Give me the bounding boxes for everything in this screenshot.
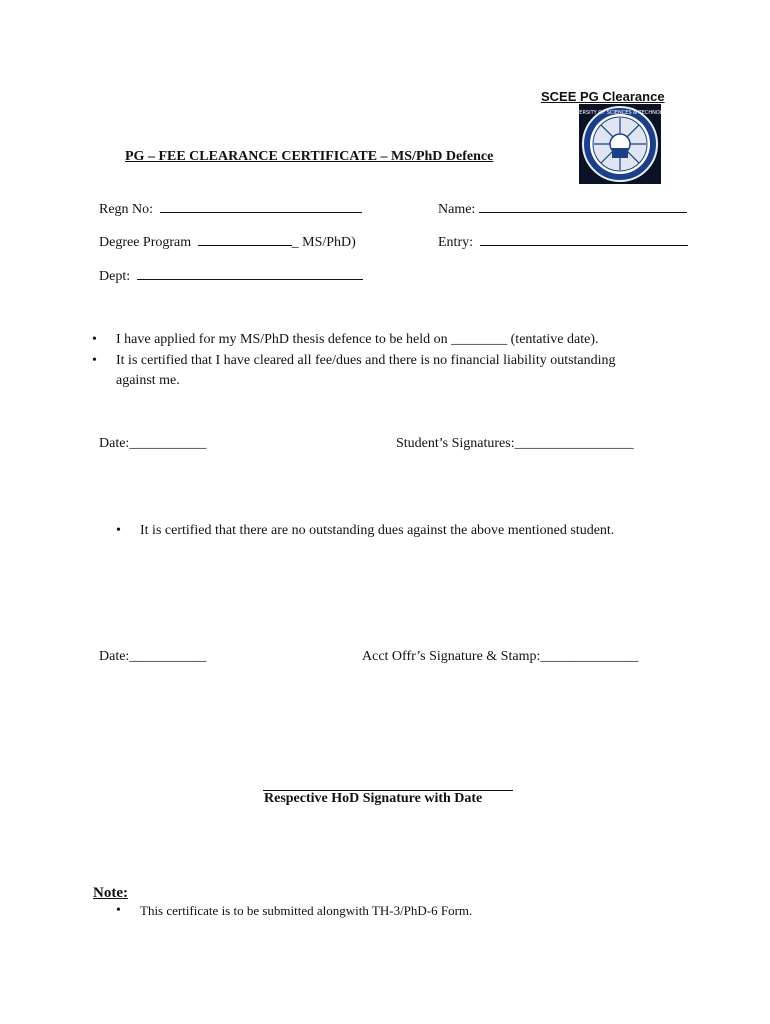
accounts-signature-field[interactable]: Acct Offr’s Signature & Stamp:______________ [362,649,639,664]
page-title: PG – FEE CLEARANCE CERTIFICATE – MS/PhD Defence [125,149,494,164]
bullet-icon: • [116,903,121,918]
seal-ring-text: UNIVERSITY OF SCIENCES & TECHNOLOGY [567,110,673,116]
note-item: This certificate is to be submitted alongwith TH-3/PhD-6 Form. [140,903,473,918]
hod-signature-label: Respective HoD Signature with Date [264,791,483,806]
bullet-icon: • [116,523,121,538]
regn-no-field[interactable] [99,200,362,218]
name-field[interactable] [438,200,687,218]
entry-field[interactable] [438,233,688,251]
regn-no-label: Regn No: [99,202,154,217]
university-seal-icon [567,104,673,184]
statement-item-continued: against me. [116,373,180,388]
entry-label: Entry: [438,235,473,250]
degree-program-label: Degree Program [99,235,192,250]
name-line[interactable] [479,200,687,213]
header-tag: SCEE PG Clearance [541,89,665,104]
name-label: Name: [438,202,476,217]
dept-label: Dept: [99,269,131,284]
note-heading: Note: [93,885,128,901]
student-signature-field[interactable]: Student’s Signatures:_________________ [396,436,634,451]
entry-line[interactable] [480,233,688,246]
accounts-date-field[interactable]: Date:___________ [99,649,207,664]
dept-line[interactable] [137,267,363,280]
statement-item: It is certified that I have cleared all fee/dues and there is no financial liability outstanding [116,353,616,368]
degree-program-line[interactable] [198,233,292,246]
regn-no-line[interactable] [160,200,362,213]
accounts-statement: It is certified that there are no outstanding dues against the above mentioned student. [140,523,615,538]
bullet-icon: • [92,353,97,368]
degree-program-field[interactable] [99,233,356,251]
statement-item: I have applied for my MS/PhD thesis defence to be held on ________ (tentative date). [116,332,599,347]
degree-program-suffix: _ MS/PhD) [291,235,356,250]
student-date-field[interactable]: Date:___________ [99,436,207,451]
bullet-icon: • [92,332,97,347]
dept-field[interactable] [99,267,363,285]
